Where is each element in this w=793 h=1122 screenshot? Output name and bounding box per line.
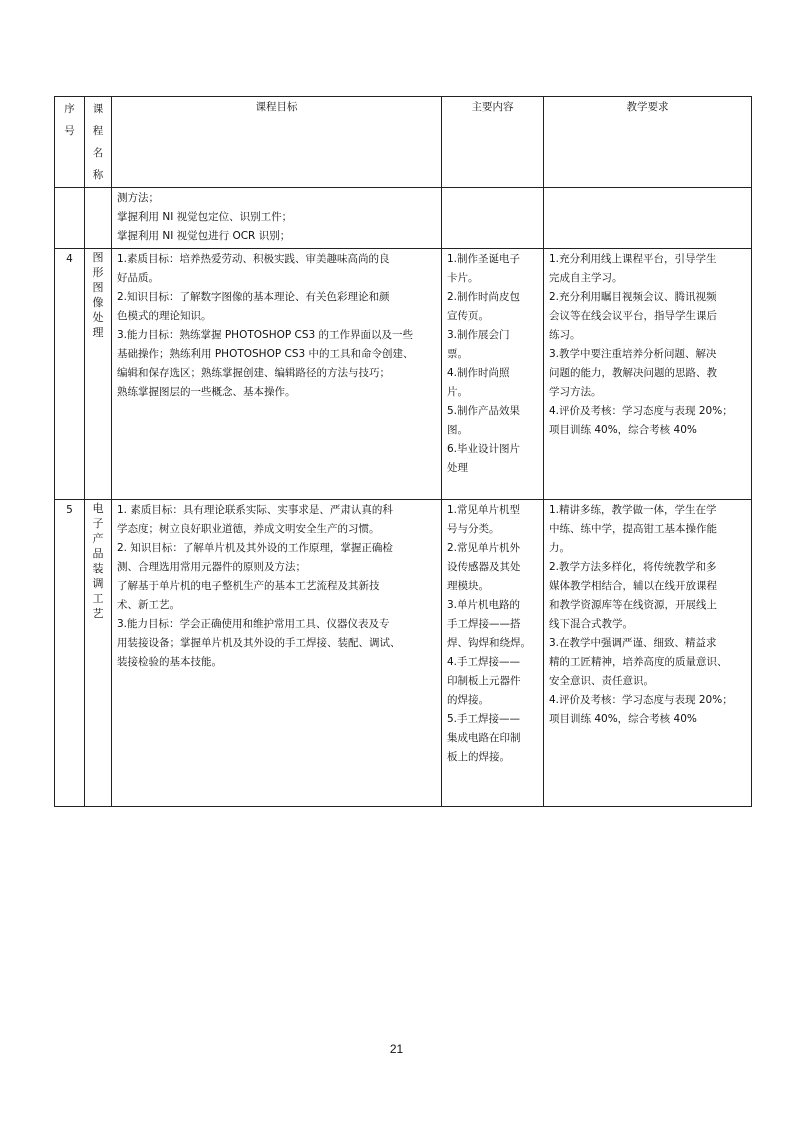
goal-line: 学态度；树立良好职业道德，养成文明安全生产的习惯。 — [117, 523, 380, 535]
course-name-char: 装 — [92, 562, 104, 575]
header-course-goal: 课程目标 — [112, 97, 442, 188]
content-line: 4.制作时尚照 — [447, 367, 510, 379]
header-seq-char: 号 — [64, 125, 75, 137]
course-name-char: 图 — [92, 251, 104, 264]
requirement-line: 2.充分利用瞩目视频会议、腾讯视频 — [549, 291, 717, 303]
requirement-line: 媒体教学相结合，辅以在线开放课程 — [549, 580, 717, 592]
requirement-line: 线下混合式教学。 — [549, 618, 633, 630]
content-line: 6.毕业设计图片 — [447, 443, 521, 455]
course-name-char: 像 — [92, 296, 104, 309]
requirement-line: 力。 — [549, 542, 570, 554]
header-name-char: 课 — [92, 103, 104, 115]
header-main-content: 主要内容 — [442, 97, 544, 188]
goal-line: 用装接设备；掌握单片机及其外设的手工焊接、装配、调试、 — [117, 637, 401, 649]
course-name-char: 艺 — [92, 607, 104, 620]
header-row — [55, 97, 752, 188]
course-name-char: 子 — [92, 517, 104, 530]
header-name-char: 名 — [92, 147, 104, 159]
goal-line: 2. 知识目标：了解单片机及其外设的工作原理，掌握正确检 — [117, 542, 393, 554]
goal-line: 2.知识目标：了解数字图像的基本理论、有关色彩理论和颜 — [117, 291, 390, 303]
goal-line: 基础操作；熟练利用 PHOTOSHOP CS3 中的工具和命令创建、 — [117, 348, 414, 360]
content-line: 3.制作展会门 — [447, 329, 510, 341]
content-line: 处理 — [447, 462, 468, 474]
page-number: 21 — [389, 1042, 404, 1056]
course-name — [85, 500, 112, 807]
table-row — [55, 249, 752, 500]
course-name-char: 电 — [92, 502, 104, 515]
main-content-cell — [442, 249, 544, 500]
header-name-char: 称 — [92, 169, 104, 181]
goal-line: 测方法； — [117, 192, 159, 204]
course-name-char: 形 — [92, 266, 104, 279]
header-seq — [55, 97, 85, 188]
content-line: 票。 — [447, 348, 468, 360]
main-content-cell — [442, 188, 544, 249]
requirement-line: 安全意识、责任意识。 — [549, 675, 654, 687]
requirement-line: 1.充分利用线上课程平台，引导学生 — [549, 253, 717, 265]
content-line: 2.制作时尚皮包 — [447, 291, 521, 303]
goal-line: 装接检验的基本技能。 — [117, 656, 222, 668]
header-course-name — [85, 97, 112, 188]
goal-line: 3.能力目标：学会正确使用和维护常用工具、仪器仪表及专 — [117, 618, 390, 630]
goal-line: 编辑和保存选区；熟练掌握创建、编辑路径的方法与技巧； — [117, 367, 390, 379]
content-line: 3.单片机电路的 — [447, 599, 521, 611]
teaching-requirement-cell — [544, 188, 752, 249]
goal-line: 测、合理选用常用元器件的原则及方法； — [117, 561, 306, 573]
row-number — [55, 188, 85, 249]
goal-line: 1.素质目标：培养热爱劳动、积极实践、审美趣味高尚的良 — [117, 253, 390, 265]
table-row — [55, 500, 752, 807]
header-seq-char: 序 — [64, 103, 75, 115]
table-row — [55, 188, 752, 249]
course-goal-cell — [112, 188, 442, 249]
content-line: 2.常见单片机外 — [447, 542, 521, 554]
requirement-line: 问题的能力，教解决问题的思路、教 — [549, 367, 717, 379]
requirement-line: 会议等在线会议平台，指导学生课后 — [549, 310, 717, 322]
teaching-requirement-cell — [544, 500, 752, 807]
requirement-line: 4.评价及考核：学习态度与表现 20%； — [549, 405, 733, 417]
requirement-line: 项目训练 40%，综合考核 40% — [549, 424, 697, 436]
course-name — [85, 188, 112, 249]
content-line: 卡片。 — [447, 272, 479, 284]
goal-line: 熟练掌握图层的一些概念、基本操作。 — [117, 386, 296, 398]
goal-line: 掌握利用 NI 视觉包进行 OCR 识别； — [117, 230, 291, 242]
goal-line: 了解基于单片机的电子整机生产的基本工艺流程及其新技 — [117, 580, 380, 592]
course-name-char: 工 — [92, 592, 104, 605]
course-goal-cell — [112, 249, 442, 500]
goal-line: 掌握利用 NI 视觉包定位、识别工件； — [117, 211, 293, 223]
course-name-char: 图 — [92, 281, 104, 294]
content-line: 印制板上元器件 — [447, 675, 521, 687]
content-line: 片。 — [447, 386, 468, 398]
requirement-line: 和教学资源库等在线资源，开展线上 — [549, 599, 717, 611]
goal-line: 3.能力目标：熟练掌握 PHOTOSHOP CS3 的工作界面以及一些 — [117, 329, 414, 341]
requirement-line: 完成自主学习。 — [549, 272, 623, 284]
row-number: 4 — [55, 249, 85, 500]
content-line: 1.常见单片机型 — [447, 504, 521, 516]
course-name-char: 理 — [92, 326, 104, 339]
goal-line: 色模式的理论知识。 — [117, 310, 212, 322]
requirement-line: 精的工匠精神，培养高度的质量意识、 — [549, 656, 728, 668]
main-content-cell — [442, 500, 544, 807]
course-name-char: 处 — [92, 311, 104, 324]
row-number: 5 — [55, 500, 85, 807]
requirement-line: 3.教学中要注重培养分析问题、解决 — [549, 348, 717, 360]
requirement-line: 练习。 — [549, 329, 581, 341]
course-name-char: 品 — [92, 547, 104, 560]
course-name-char: 调 — [92, 577, 104, 590]
requirement-line: 中练、练中学，提高钳工基本操作能 — [549, 523, 717, 535]
content-line: 设传感器及其处 — [447, 561, 521, 573]
content-line: 理模块。 — [447, 580, 489, 592]
course-name — [85, 249, 112, 500]
content-line: 5.制作产品效果 — [447, 405, 521, 417]
teaching-requirement-cell — [544, 249, 752, 500]
content-line: 板上的焊接。 — [447, 751, 510, 763]
header-name-char: 程 — [92, 125, 104, 137]
content-line: 焊、钩焊和绕焊。 — [447, 637, 531, 649]
content-line: 集成电路在印制 — [447, 732, 521, 744]
content-line: 图。 — [447, 424, 468, 436]
content-line: 宣传页。 — [447, 310, 489, 322]
requirement-line: 1.精讲多练，教学做一体，学生在学 — [549, 504, 717, 516]
content-line: 1.制作圣诞电子 — [447, 253, 521, 265]
content-line: 的焊接。 — [447, 694, 489, 706]
requirement-line: 3.在教学中强调严谨、细致、精益求 — [549, 637, 717, 649]
course-table — [54, 96, 752, 807]
requirement-line: 2.教学方法多样化，将传统教学和多 — [549, 561, 717, 573]
goal-line: 术、新工艺。 — [117, 599, 180, 611]
content-line: 4.手工焊接—— — [447, 656, 521, 668]
requirement-line: 4.评价及考核：学习态度与表现 20%； — [549, 694, 733, 706]
content-line: 号与分类。 — [447, 523, 500, 535]
content-line: 手工焊接——搭 — [447, 618, 521, 630]
header-teaching-requirement: 教学要求 — [544, 97, 752, 188]
content-line: 5.手工焊接—— — [447, 713, 521, 725]
course-name-char: 产 — [92, 532, 104, 545]
requirement-line: 学习方法。 — [549, 386, 602, 398]
requirement-line: 项目训练 40%，综合考核 40% — [549, 713, 697, 725]
course-goal-cell — [112, 500, 442, 807]
goal-line: 1. 素质目标：具有理论联系实际、实事求是、严肃认真的科 — [117, 504, 393, 516]
goal-line: 好品质。 — [117, 272, 159, 284]
